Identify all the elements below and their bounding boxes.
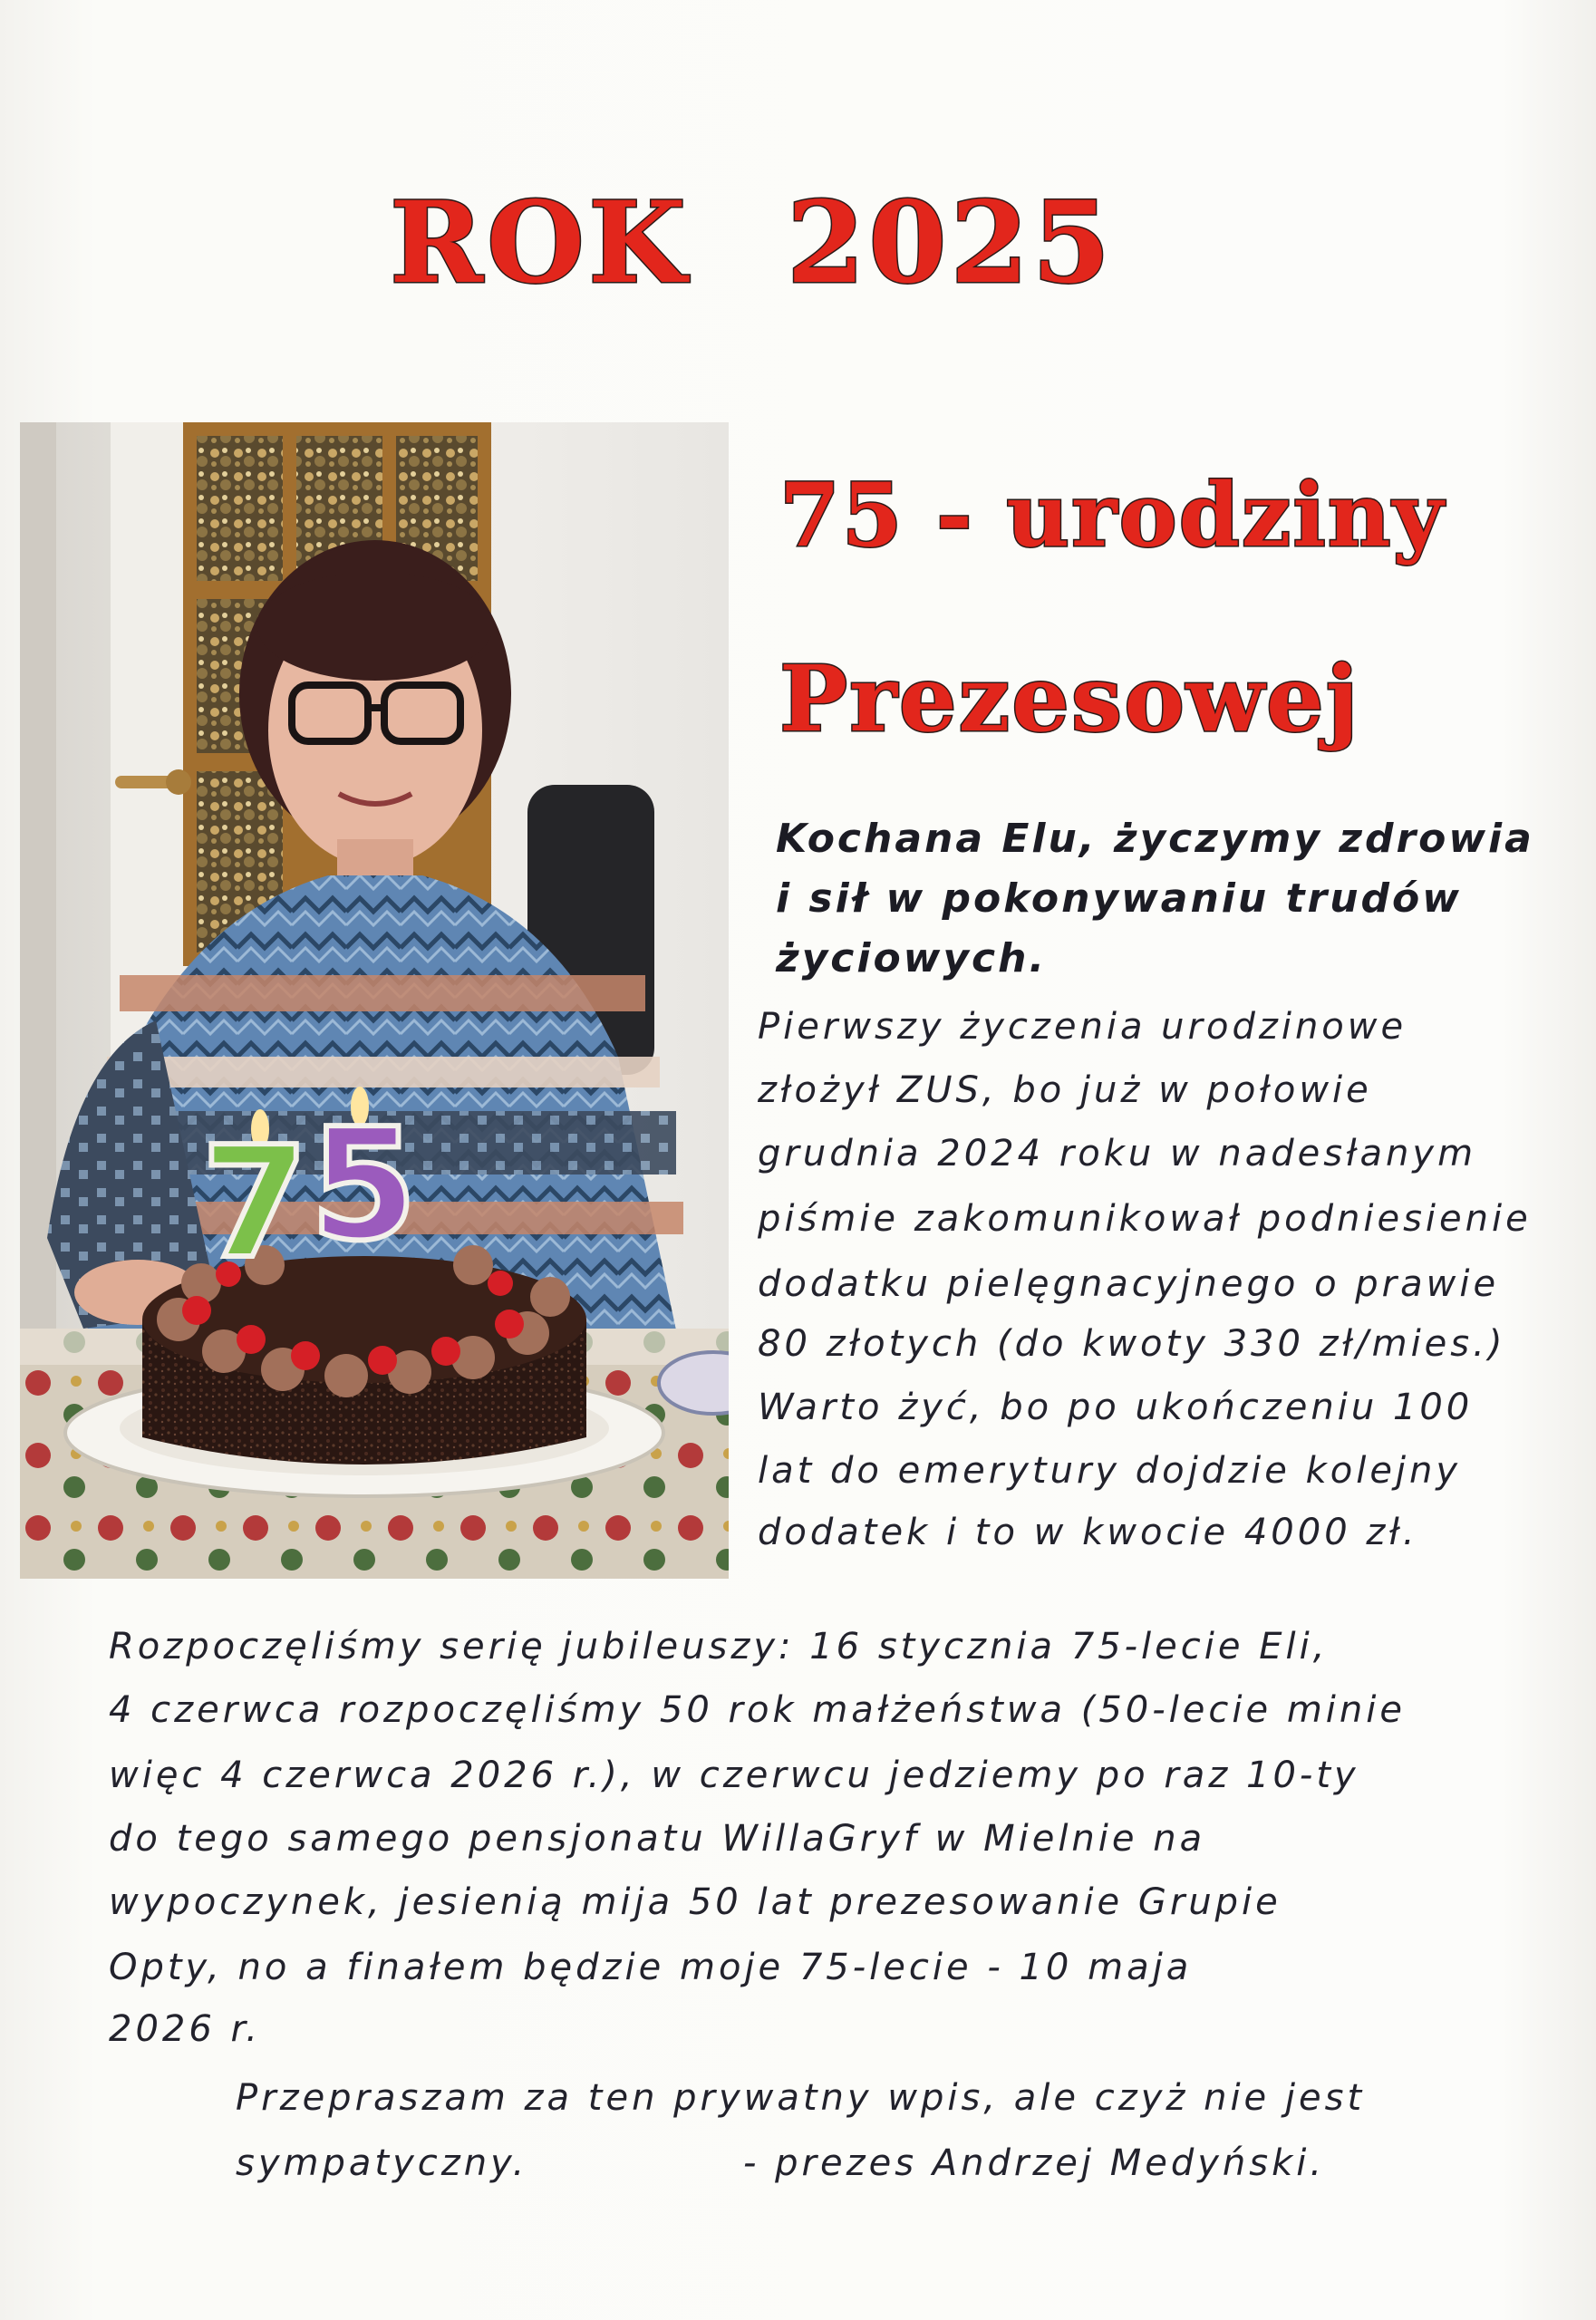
wishes-line-3: życiowych. [776,935,1048,981]
wishes-line-2: i sił w pokonywaniu trudów [776,875,1462,922]
bottom-line-2: 4 czerwca rozpoczęliśmy 50 rok małżeństwa (50-lecie minie [109,1689,1406,1731]
apology-line: Przepraszam za ten prywatny wpis, ale czyż nie jest [236,2077,1366,2119]
birthday-photo [20,422,729,1579]
note-line-8: lat do emerytury dojdzie kolejny [758,1450,1462,1492]
note-line-7: Warto żyć, bo po ukończeniu 100 [758,1387,1474,1428]
note-line-4: piśmie zakomunikował podniesienie [758,1198,1532,1240]
bottom-line-1: Rozpoczęliśmy serię jubileuszy: 16 stycznia 75-lecie Eli, [109,1626,1329,1668]
note-line-9: dodatek i to w kwocie 4000 zł. [758,1512,1418,1553]
bottom-line-6: Opty, no a finałem będzie moje 75-lecie - 10 maja [109,1947,1193,1988]
note-line-5: dodatku pielęgnacyjnego o prawie [758,1263,1500,1305]
signature: - prezes Andrzej Medyński. [743,2142,1326,2184]
apology-end: sympatyczny. [236,2142,528,2184]
note-line-1: Pierwszy życzenia urodzinowe [758,1006,1407,1048]
bottom-line-7: 2026 r. [109,2008,261,2050]
note-line-6: 80 złotych (do kwoty 330 zł/mies.) [758,1323,1506,1365]
note-line-3: grudnia 2024 roku w nadesłanym [758,1133,1477,1174]
page-title: ROK 2025 [390,178,1115,309]
subtitle-line-1: 75 - urodziny [779,464,1446,566]
note-line-2: złożył ZUS, bo już w połowie [758,1069,1372,1111]
bottom-line-5: wypoczynek, jesienią mija 50 lat prezesowanie Grupie [109,1881,1282,1923]
wishes-line-1: Kochana Elu, życzymy zdrowia [776,816,1534,862]
candle-digit-seven: 7 [201,1114,309,1293]
subtitle-line-2: Prezesowej [779,645,1360,752]
candle-digit-five: 5 [310,1096,418,1275]
bottom-line-3: więc 4 czerwca 2026 r.), w czerwcu jedziemy po raz 10-ty [109,1754,1359,1796]
bottom-line-4: do tego samego pensjonatu WillaGryf w Mielnie na [109,1818,1206,1860]
